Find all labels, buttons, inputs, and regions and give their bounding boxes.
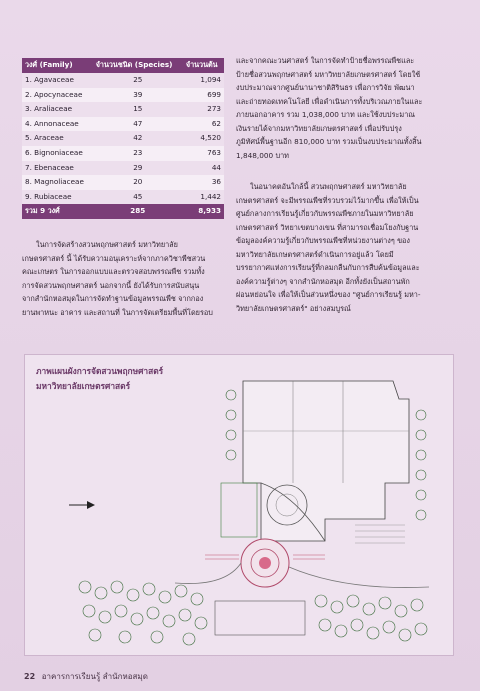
header-family: วงศ์ (Family) xyxy=(22,58,93,73)
text-line: ในการจัดสร้างสวนพฤกษศาสตร์ มหาวิทยาลัย xyxy=(36,240,178,249)
cell-count: 1,094 xyxy=(183,73,224,88)
table-row xyxy=(22,102,224,117)
text-line: 1,848,000 บาท xyxy=(236,150,289,160)
cell-species: 47 xyxy=(93,117,183,132)
cell-count: 62 xyxy=(183,117,224,132)
plan-caption xyxy=(36,364,163,394)
table-row xyxy=(22,117,224,132)
cell-family: 1. Agavaceae xyxy=(22,73,93,88)
total-label: รวม 9 วงศ์ xyxy=(22,204,93,219)
text-line: วิทยาลัยเกษตรศาสตร์" อย่างสมบูรณ์ xyxy=(236,303,351,313)
cell-species: 25 xyxy=(93,73,183,88)
table-row xyxy=(22,88,224,103)
cell-species: 23 xyxy=(93,146,183,161)
cell-count: 273 xyxy=(183,102,224,117)
right-paragraph-2 xyxy=(236,180,460,315)
site-plan-drawing xyxy=(25,355,453,655)
cell-count: 1,442 xyxy=(183,190,224,205)
header-count: จำนวนต้น xyxy=(183,58,224,73)
footer-text: อาคารการเรียนรู้ สำนักหอสมุด xyxy=(41,672,148,681)
table-header-row xyxy=(22,58,224,73)
cell-count: 763 xyxy=(183,146,224,161)
text-line: และจากคณะวนศาสตร์ ในการจัดทำป้ายชื่อพรรณพืชและ xyxy=(236,56,415,65)
cell-species: 20 xyxy=(93,175,183,190)
cell-family: 9. Rubiaceae xyxy=(22,190,93,205)
cell-count: 699 xyxy=(183,88,224,103)
page-number: 22 xyxy=(24,672,36,681)
text-line: มหาวิทยาลัยเกษตรศาสตร์ดำเนินการอยู่แล้ว โดยมี xyxy=(236,249,394,259)
cell-family: 6. Bignoniaceae xyxy=(22,146,93,161)
text-line: จากสำนักหอสมุดในการจัดทำฐานข้อมูลพรรณพืช จากกอง xyxy=(22,294,204,304)
cell-species: 39 xyxy=(93,88,183,103)
plan-caption-line: ภาพแผนผังการจัดสวนพฤกษศาสตร์ xyxy=(36,366,164,376)
header-species: จำนวนชนิด (Species) xyxy=(93,58,183,73)
cell-count: 44 xyxy=(183,161,224,176)
table-row xyxy=(22,161,224,176)
cell-family: 3. Araliaceae xyxy=(22,102,93,117)
text-line: ข้อมูลองค์ความรู้เกี่ยวกับพรรณพืชที่หน่วยงานต่างๆ ของ xyxy=(236,236,410,246)
cell-count: 4,520 xyxy=(183,131,224,146)
text-line: ในอนาคตอันใกล้นี้ สวนพฤกษศาสตร์ มหาวิทยาลัย xyxy=(250,182,407,191)
cell-count: 36 xyxy=(183,175,224,190)
cell-family: 7. Ebenaceae xyxy=(22,161,93,176)
plan-caption-line: มหาวิทยาลัยเกษตรศาสตร์ xyxy=(36,381,131,391)
text-line: บรรยากาศแห่งการเรียนรู้ที่กลมกลืนกับการสืบค้นข้อมูลและ xyxy=(236,263,420,273)
text-line: และถ่ายทอดเทคโนโลยี เพื่อดำเนินการทั้งบริเวณภายในและ xyxy=(236,96,423,106)
total-species: 285 xyxy=(93,204,183,219)
text-line: เกษตรศาสตร์ วิทยาเขตบางเขน ที่สามารถเชื่อมโยงกับฐาน xyxy=(236,222,419,232)
text-line: เงินรายได้จากมหาวิทยาลัยเกษตรศาสตร์ เพื่อปรับปรุง xyxy=(236,123,402,133)
site-plan-image xyxy=(24,354,454,656)
right-paragraph-1 xyxy=(236,54,460,162)
text-line: ยานพาหนะ อาคาร และสถานที่ ในการจัดเตรียมพื้นที่โดยรอบ xyxy=(22,307,213,317)
table-row xyxy=(22,190,224,205)
text-line: ป้ายชื่อสวนพฤกษศาสตร์ มหาวิทยาลัยเกษตรศาสตร์ โดยใช้ xyxy=(236,69,421,79)
cell-species: 45 xyxy=(93,190,183,205)
cell-family: 2. Apocynaceae xyxy=(22,88,93,103)
table-row xyxy=(22,146,224,161)
cell-species: 15 xyxy=(93,102,183,117)
cell-family: 8. Magnoliaceae xyxy=(22,175,93,190)
text-line: ศูนย์กลางการเรียนรู้เกี่ยวกับพรรณพืชภายในมหาวิทยาลัย xyxy=(236,209,414,219)
text-line: งบประมาณจากศูนย์นานาชาติสิรินธร เพื่อการวิจัย พัฒนา xyxy=(236,83,415,93)
page-footer xyxy=(24,670,148,683)
text-line: ผ่อนหย่อนใจ เพื่อให้เป็นส่วนหนึ่งของ "ศูนย์การเรียนรู้ มหา- xyxy=(236,290,421,300)
text-line: องค์ความรู้ต่างๆ จากสำนักหอสมุด อีกทั้งยังเป็นสถานพัก xyxy=(236,276,410,286)
text-line: ภูมิทัศน์พื้นฐานอีก 810,000 บาท รวมเป็นงบประมาณทั้งสิ้น xyxy=(236,137,422,147)
table-row xyxy=(22,175,224,190)
cell-species: 29 xyxy=(93,161,183,176)
text-line: ภายนอกอาคาร รวม 1,038,000 บาท และใช้งบประมาณ xyxy=(236,110,416,120)
cell-family: 4. Annonaceae xyxy=(22,117,93,132)
total-count: 8,933 xyxy=(183,204,224,219)
table-row xyxy=(22,73,224,88)
text-line: เกษตรศาสตร์ นี้ ได้รับความอนุเคราะห์จากภาควิชาพืชสวน xyxy=(22,253,206,263)
text-line: การจัดสวนพฤกษศาสตร์ นอกจากนี้ ยังได้รับการสนับสนุน xyxy=(22,280,200,290)
cell-species: 42 xyxy=(93,131,183,146)
table-row xyxy=(22,131,224,146)
left-paragraph xyxy=(22,238,230,319)
text-line: เกษตรศาสตร์ จะมีพรรณพืชที่รวบรวมไว้มากขึ้น เพื่อให้เป็น xyxy=(236,195,419,205)
family-table xyxy=(22,58,224,219)
table-total-row xyxy=(22,204,224,219)
cell-family: 5. Araceae xyxy=(22,131,93,146)
text-line: คณะเกษตร ในการออกแบบและตรวจสอบพรรณพืช รวมทั้ง xyxy=(22,267,205,277)
